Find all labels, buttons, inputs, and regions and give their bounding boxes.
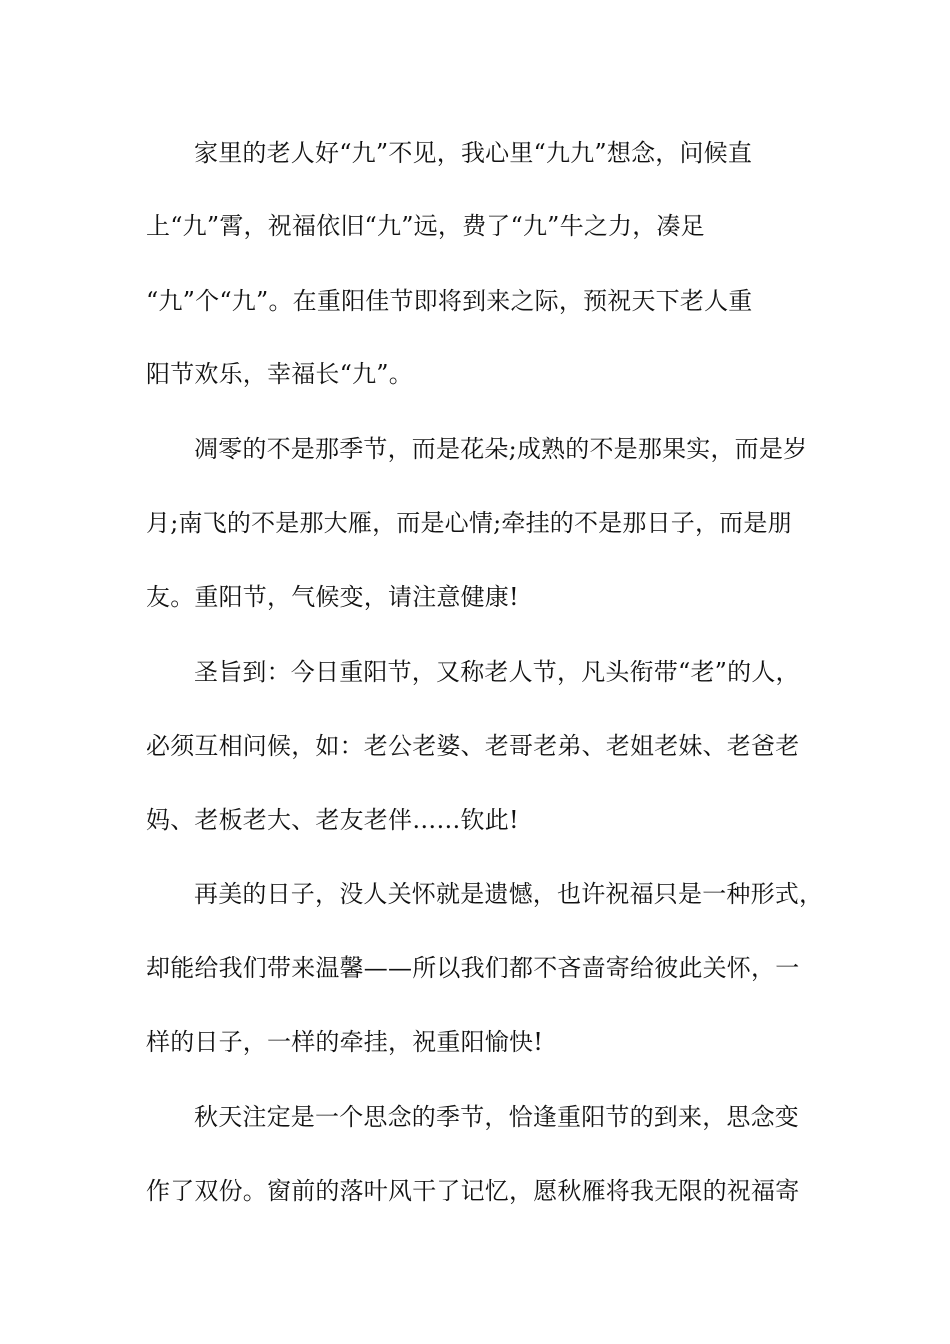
- paragraph-1-line-4: 阳节欢乐，幸福长“九”。: [146, 360, 413, 388]
- paragraph-1-line-1: 家里的老人好“九”不见，我心里“九九”想念，问候直: [194, 139, 753, 167]
- paragraph-4-line-3: 样的日子，一样的牵挂，祝重阳愉快!: [146, 1028, 544, 1056]
- paragraph-2-line-3: 友。重阳节，气候变，请注意健康!: [146, 583, 519, 611]
- paragraph-5-line-1: 秋天注定是一个思念的季节，恰逢重阳节的到来，思念变: [194, 1103, 799, 1131]
- paragraph-4-line-2: 却能给我们带来温馨——所以我们都不吝啬寄给彼此关怀，一: [146, 954, 800, 982]
- paragraph-2-line-2: 月;南飞的不是那大雁，而是心情;牵挂的不是那日子，而是朋: [146, 509, 792, 537]
- paragraph-1-line-2: 上“九”霄，祝福依旧“九”远，费了“九”牛之力，凑足: [146, 212, 705, 240]
- paragraph-2-line-1: 凋零的不是那季节，而是花朵;成熟的不是那果实，而是岁: [194, 435, 808, 463]
- paragraph-3-line-3: 妈、老板老大、老友老伴……钦此!: [146, 806, 519, 834]
- paragraph-3-line-2: 必须互相问候，如：老公老婆、老哥老弟、老姐老妹、老爸老: [146, 732, 800, 760]
- paragraph-5-line-2: 作了双份。窗前的落叶风干了记忆，愿秋雁将我无限的祝福寄: [146, 1177, 800, 1205]
- paragraph-4-line-1: 再美的日子，没人关怀就是遗憾，也许祝福只是一种形式，: [194, 880, 824, 908]
- paragraph-3-line-1: 圣旨到：今日重阳节，又称老人节，凡头衔带“老”的人，: [194, 658, 800, 686]
- paragraph-1-line-3: “九”个“九”。在重阳佳节即将到来之际，预祝天下老人重: [146, 287, 753, 315]
